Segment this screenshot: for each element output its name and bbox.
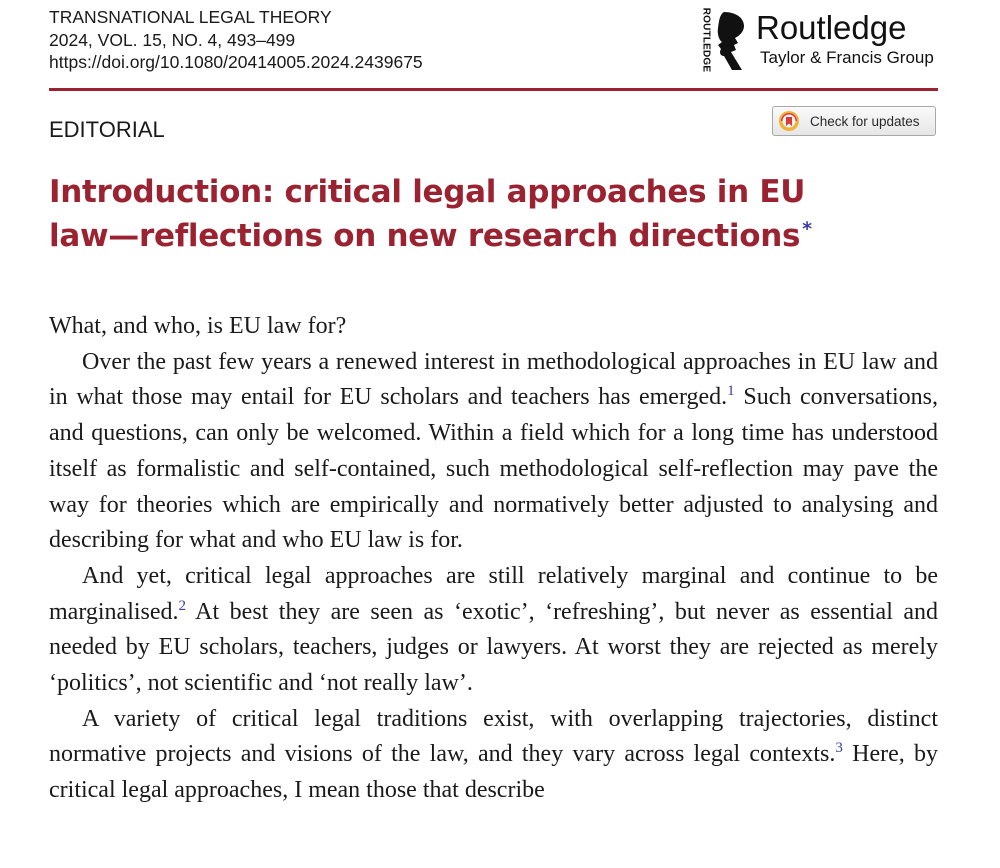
- paragraph-text: What, and who, is EU law for?: [49, 313, 347, 339]
- paragraph: [49, 702, 938, 809]
- publisher-logo: [698, 6, 943, 74]
- journal-name: TRANSNATIONAL LEGAL THEORY: [49, 7, 332, 27]
- header-rule: [49, 88, 938, 91]
- paragraph: [49, 345, 938, 559]
- title-footnote-marker[interactable]: *: [802, 217, 812, 240]
- check-for-updates-button[interactable]: [772, 106, 936, 136]
- paragraph-text: At best they are seen as ‘exotic’, ‘refreshing’, but never as essential and needed by EU scholars, teachers, judges or lawyers. At worst they are rejected as merely ‘politics’, not scientific and ‘not really law’.: [49, 598, 938, 697]
- paragraph-text: Here, by critical legal approaches, I mean those that describe: [49, 741, 938, 804]
- footnote-ref[interactable]: 3: [835, 740, 843, 757]
- journal-info: [49, 6, 423, 74]
- publisher-group: Taylor & Francis Group: [760, 48, 934, 67]
- paragraph-text: A variety of critical legal traditions exist, with overlapping trajectories, distinct normative projects and visions of the law, and they vary across legal contexts.: [49, 705, 938, 768]
- check-for-updates-label: Check for updates: [810, 114, 920, 129]
- paragraph-text: Over the past few years a renewed interest in methodological approaches in EU law and in what those may entail for EU scholars and teachers has emerged.: [49, 348, 938, 411]
- article-title-line-2: law—reflections on new research directions: [49, 218, 801, 254]
- paragraph: [49, 309, 938, 345]
- doi-link[interactable]: https://doi.org/10.1080/20414005.2024.2439675: [49, 52, 423, 72]
- section-label: EDITORIAL: [49, 117, 165, 142]
- routledge-head-icon: [714, 10, 750, 72]
- paragraph-text: Such conversations, and questions, can only be welcomed. Within a field which for a long time has understood itself as formalistic and self-contained, such methodological self-reflection may pave the way for theories which are empirically and normatively better adjusted to analysing and describing for what and who EU law is for.: [49, 384, 938, 554]
- crossmark-icon: [778, 110, 800, 132]
- journal-volume: 2024, VOL. 15, NO. 4, 493–499: [49, 29, 296, 50]
- article-body: [49, 309, 938, 809]
- article-title: [49, 170, 939, 258]
- paragraph: [49, 559, 938, 702]
- logo-vertical-text: ROUTLEDGE: [700, 7, 712, 73]
- footnote-ref[interactable]: 2: [178, 597, 187, 614]
- paragraph-text: And yet, critical legal approaches are still relatively marginal and continue to be marginalised.: [49, 562, 938, 625]
- footnote-ref[interactable]: 1: [727, 383, 735, 400]
- article-title-line-1: Introduction: critical legal approaches in EU: [49, 174, 806, 210]
- publisher-name: Routledge: [756, 9, 907, 46]
